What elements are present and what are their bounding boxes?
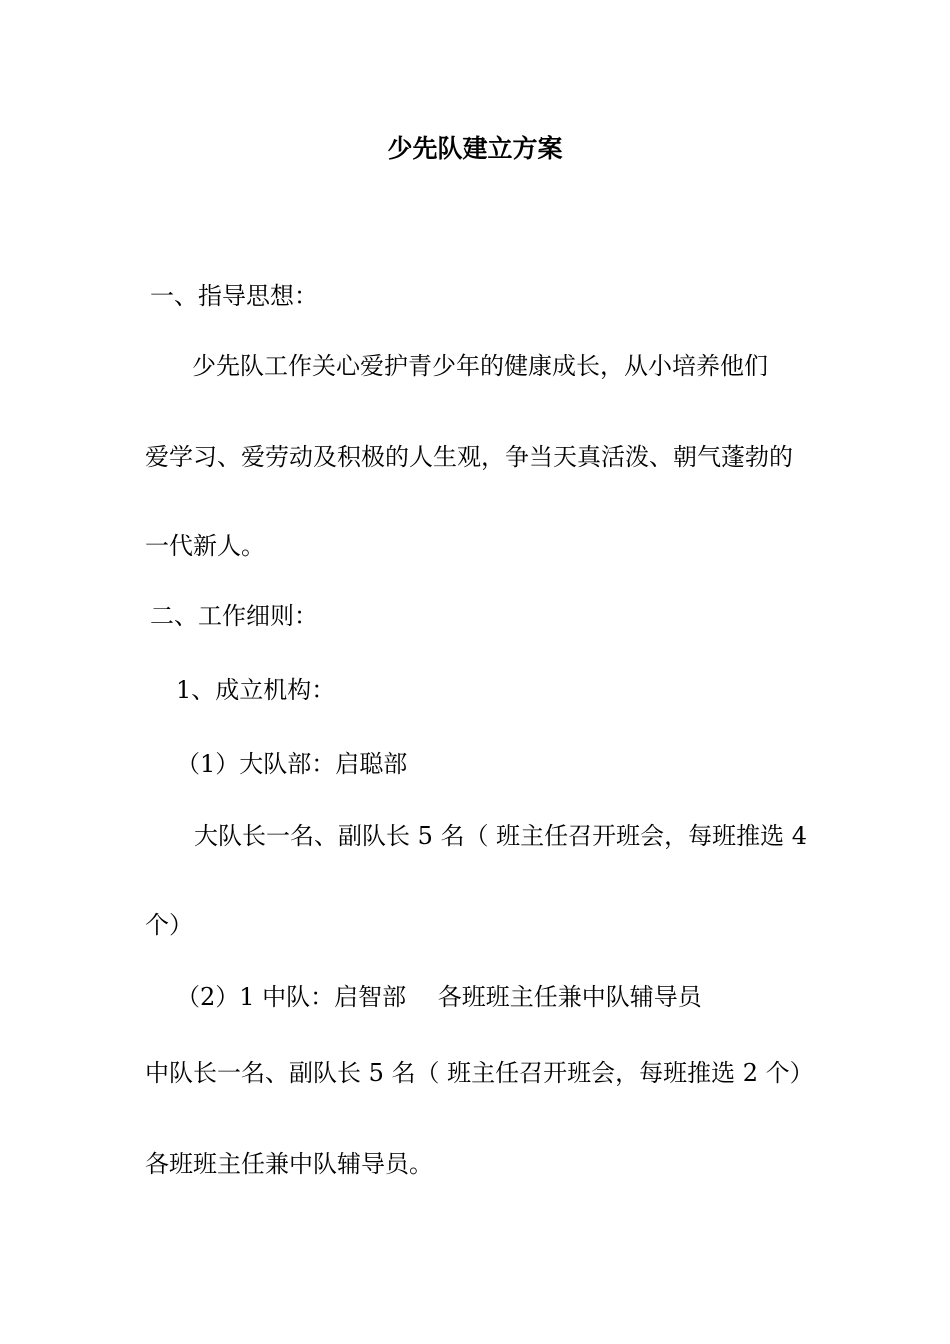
subitem-heading-squadron: （2）1 中队：启智部 各班班主任兼中队辅导员 <box>176 983 702 1011</box>
subitem-heading-brigade: （1）大队部：启聪部 <box>176 750 408 778</box>
paragraph-line: 个） <box>145 911 193 939</box>
paragraph-line: 各班班主任兼中队辅导员。 <box>145 1150 433 1178</box>
paragraph-line: 少先队工作关心爱护青少年的健康成长，从小培养他们 <box>192 352 768 380</box>
paragraph-line: 一代新人。 <box>145 532 265 560</box>
paragraph-line: 爱学习、爱劳动及积极的人生观，争当天真活泼、朝气蓬勃的 <box>145 443 793 471</box>
item-heading-organization: 1、成立机构： <box>176 676 336 704</box>
paragraph-line: 中队长一名、副队长 5 名（ 班主任召开班会，每班推选 2 个） <box>145 1059 814 1087</box>
paragraph-line: 大队长一名、副队长 5 名（ 班主任召开班会，每班推选 4 <box>194 822 808 850</box>
section-heading-guiding-thought: 一、指导思想： <box>150 282 318 310</box>
section-heading-work-rules: 二、工作细则： <box>150 602 318 630</box>
document-title: 少先队建立方案 <box>387 134 563 163</box>
